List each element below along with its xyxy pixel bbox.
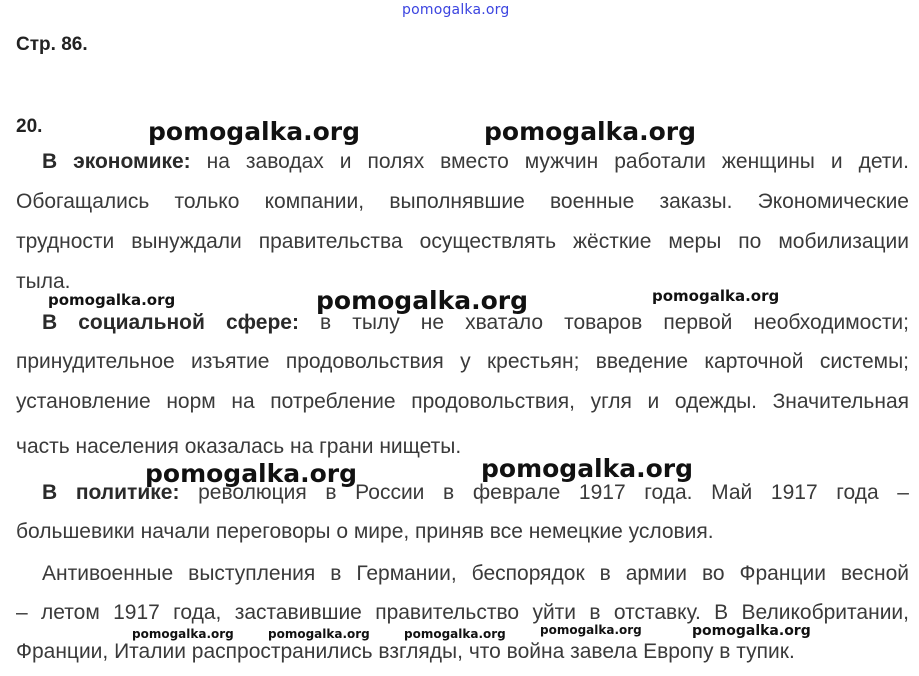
watermark-tiny: pomogalka.org: [132, 627, 234, 641]
paragraph-economy-line-2: Обогащались только компании, выполнявшие военные заказы. Экономические: [16, 190, 909, 213]
paragraph-economy-label: В экономике:: [42, 150, 191, 173]
paragraph-politics-label: В политике:: [42, 481, 180, 504]
watermark-small: pomogalka.org: [692, 623, 811, 639]
watermark-large: pomogalka.org: [484, 117, 697, 146]
page-reference: Стр. 86.: [16, 34, 88, 55]
watermark-large: pomogalka.org: [148, 117, 361, 146]
paragraph-extra-line-2: – летом 1917 года, заставившие правительство уйти в отставку. В Великобритании,: [16, 601, 909, 624]
paragraph-social-line-3: установление норм на потребление продовольствия, угля и одежды. Значительная: [16, 390, 909, 413]
paragraph-extra-line-1: Антивоенные выступления в Германии, беспорядок в армии во Франции весной: [42, 562, 909, 585]
watermark-tiny: pomogalka.org: [540, 623, 642, 637]
paragraph-extra-line-3: Франции, Италии распространились взгляды, что война завела Европу в тупик.: [16, 640, 795, 663]
paragraph-politics-line-2: большевики начали переговоры о мире, приняв все немецкие условия.: [16, 520, 714, 543]
watermark-small: pomogalka.org: [48, 291, 176, 309]
paragraph-economy-line-4: тыла.: [16, 270, 71, 293]
watermark-top: pomogalka.org: [402, 2, 510, 18]
paragraph-economy-line-1: В экономике: на заводах и полях вместо мужчин работали женщины и дети.: [42, 150, 909, 173]
paragraph-social-label: В социальной сфере:: [42, 311, 299, 334]
watermark-large: pomogalka.org: [145, 459, 358, 488]
paragraph-economy-line-3: трудности вынуждали правительства осуществлять жёсткие меры по мобилизации: [16, 230, 909, 253]
paragraph-politics-line-1: В политике: революция в России в феврале 1917 года. Май 1917 года –: [42, 481, 909, 504]
paragraph-social-line-4: часть населения оказалась на грани нищеты.: [16, 435, 462, 458]
task-number: 20.: [16, 116, 43, 137]
paragraph-social-line-2: принудительное изъятие продовольствия у крестьян; введение карточной системы;: [16, 350, 909, 373]
watermark-tiny: pomogalka.org: [404, 627, 506, 641]
paragraph-social-line-1: В социальной сфере: в тылу не хватало товаров первой необходимости;: [42, 311, 910, 334]
watermark-large: pomogalka.org: [316, 286, 529, 315]
watermark-large: pomogalka.org: [481, 454, 694, 483]
watermark-tiny: pomogalka.org: [268, 627, 370, 641]
watermark-small: pomogalka.org: [652, 287, 780, 305]
